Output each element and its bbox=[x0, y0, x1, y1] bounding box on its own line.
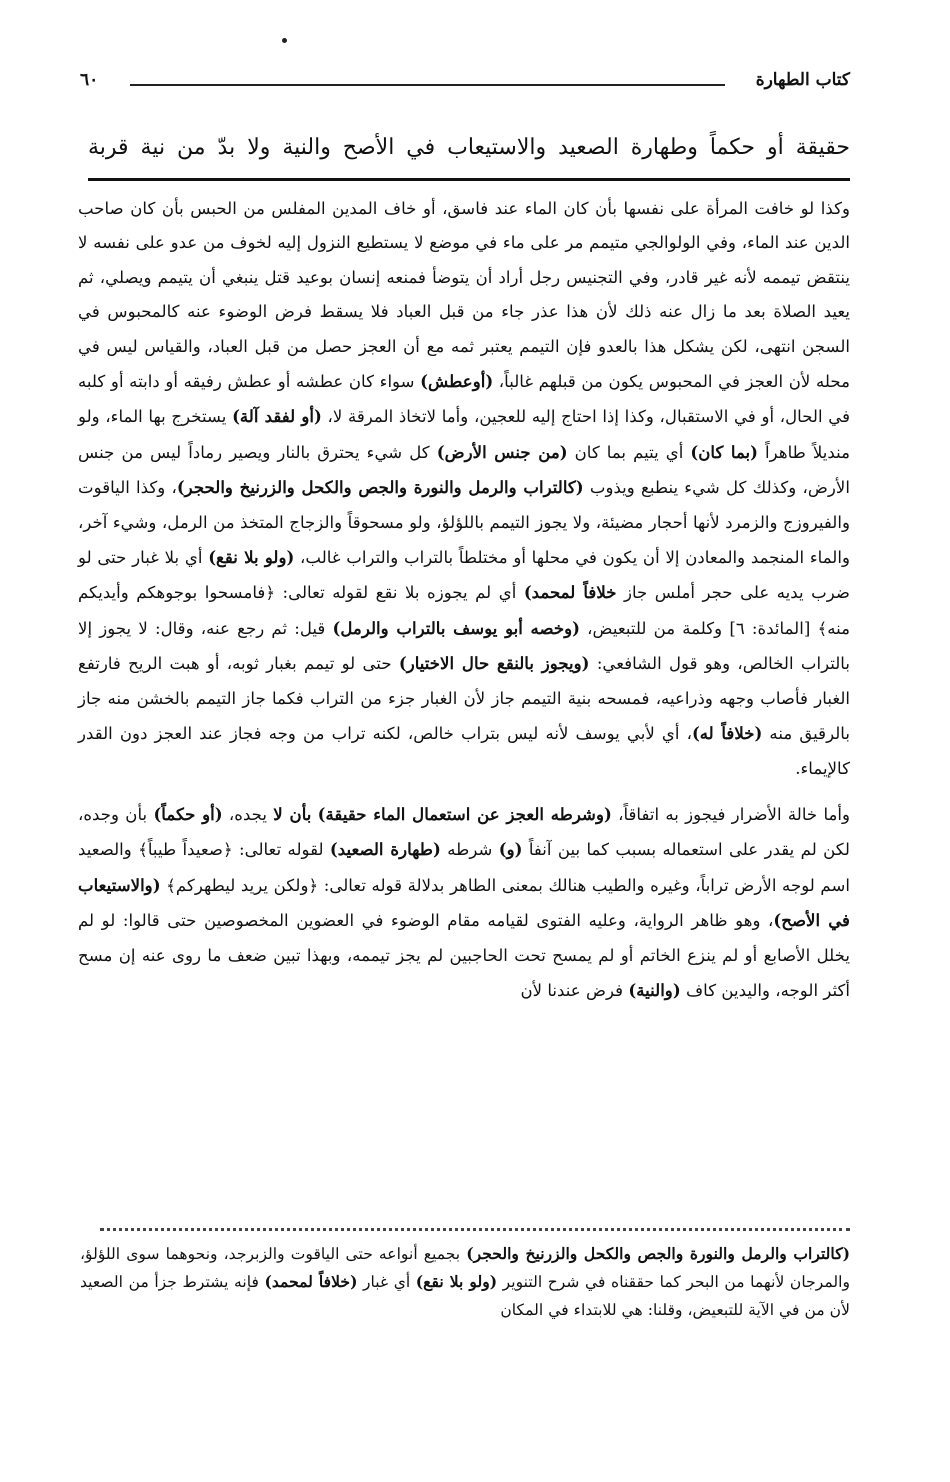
bold-phrase: (من جنس الأرض) bbox=[436, 441, 568, 462]
text-run: وكذا لو خافت المرأة على نفسها بأن كان الماء عند فاسق، أو خاف المدين المفلس من الحبس بأن كان صاحب الدين عند الماء، وفي الولوالجي متيمم مر على ماء في موضع لا يستطيع النزول إليه لخوف من عدو على نفسه لا ينتقض تيممه لأنه غير قادر، وفي التجنيس رجل أراد أن يتوضأ فمنعه إنسان بوعيد قتل ينبغي أن يتيمم ويصلي، ثم يعيد الصلاة بعد ما زال عنه ذلك لأن هذا عذر جاء من قبل العباد فلا يسقط فرض الوضوء عنه كالمحبوس في السجن انتهى، لكن يشكل هذا بالعدو فإن التيمم يعتبر ثمه مع أن العجز حصل من قبل العباد، والقياس ليس في محله لأن العجز في المحبوس يكون من قبلهم غالباً، bbox=[78, 199, 850, 392]
bold-phrase: (أو لفقد آلة) bbox=[232, 406, 322, 427]
bold-phrase: (أوعطش) bbox=[420, 371, 494, 392]
bold-phrase: (طهارة الصعيد) bbox=[329, 839, 441, 860]
bold-phrase: (وخصه أبو يوسف بالتراب والرمل) bbox=[332, 617, 580, 638]
text-run: ، أي لأبي يوسف لأنه ليس بتراب خالص، لكنه تراب من وجه فجاز عند العجز دون القدر كالإيماء. bbox=[78, 724, 850, 778]
matn-text: حقيقة أو حكماً وطهارة الصعيد والاستيعاب في الأصح والنية ولا بدّ من نية قربة bbox=[88, 135, 850, 160]
text-run: أي غبار bbox=[357, 1273, 416, 1291]
commentary-paragraph-1 bbox=[78, 192, 850, 786]
text-run: قيل: ثم رجع عنه، وقال: لا يجوز إلا بالتراب الخالص، وهو قول الشافعي: bbox=[78, 618, 850, 674]
bold-phrase: (والاستيعاب في الأصح) bbox=[78, 874, 850, 931]
bold-phrase: (خلافاً لمحمد) bbox=[264, 1272, 358, 1291]
text-run: كل شيء يحترق بالنار ويصير رماداً ليس من جنس الأرض، وكذلك كل شيء ينطبع ويذوب bbox=[78, 442, 850, 498]
text-run: فإنه يشترط جزأ من الصعيد لأن من في الآية للتبعيض، وقلنا: هي للابتداء في المكان bbox=[80, 1273, 850, 1319]
bold-phrase: خلافاً لمحمد) bbox=[523, 582, 617, 603]
commentary-paragraph-2 bbox=[78, 797, 850, 1008]
text-run: شرطه bbox=[440, 840, 499, 860]
matn-separator bbox=[88, 178, 850, 181]
text-run: يجده، bbox=[222, 804, 274, 824]
page-number: ٦٠ bbox=[80, 70, 99, 90]
text-run: بأن وجده، لكن لم يقدر على استعماله بسبب كما بين آنفاً bbox=[78, 804, 850, 860]
text-run: أي بلا غبار حتى لو ضرب يديه على حجر أملس جاز bbox=[78, 548, 850, 603]
book-title: كتاب الطهارة bbox=[755, 70, 850, 90]
text-run: وأما خالة الأضرار فيجوز به اتفاقاً، bbox=[611, 804, 851, 824]
text-run: يستخرج بها الماء، ولو منديلاً طاهراً bbox=[78, 407, 850, 462]
text-run: لقوله تعالى: ﴿صعيداً طيباً﴾ والصعيد اسم لوجه الأرض تراباً، وغيره والطيب هنالك بمعنى الطاهر بدلالة قوله تعالى: ﴿ولكن يريد ليطهركم﴾ bbox=[78, 840, 850, 895]
text-run: فرض عندنا لأن bbox=[520, 980, 629, 1000]
header-rule bbox=[130, 84, 725, 86]
bold-phrase: (كالتراب والرمل والنورة والجص والكحل والزرنيخ والحجر) bbox=[176, 477, 584, 498]
bold-phrase: (خلافاً له) bbox=[691, 723, 763, 744]
text-run: ، وكذا الياقوت والفيروزج والزمرد لأنها أحجار مضيئة، ولا يجوز التيمم باللؤلؤ، ولو مسحوقاً والزجاج المتخذ من الرمل، وشيء آخر، والماء المنجمد والمعادن إلا أن يكون في محلها أو مختلطاً بالتراب والتراب غالب، bbox=[78, 478, 850, 568]
bold-phrase: (أو حكماً) bbox=[153, 803, 223, 824]
text-run: بجميع أنواعه حتى الياقوت والزبرجد، ونحوهما سوى اللؤلؤ، والمرجان لأنهما من البحر كما حققناه في شرح التنوير bbox=[80, 1245, 850, 1291]
ink-dot bbox=[282, 38, 287, 43]
bold-phrase: (ولو بلا نقع) bbox=[208, 547, 295, 568]
running-head bbox=[80, 70, 850, 100]
bold-phrase: (ولو بلا نقع) bbox=[415, 1272, 498, 1291]
footnote bbox=[80, 1240, 850, 1324]
bold-phrase: (بما كان) bbox=[690, 441, 759, 462]
text-run: أي لم يجوزه بلا نقع لقوله تعالى: ﴿فامسحوا بوجوهكم وأيديكم منه﴾ [المائدة: ٦] وكلمة من للتبعيض، bbox=[78, 583, 850, 638]
bold-phrase: (ويجوز بالنقع حال الاختيار) bbox=[398, 653, 590, 674]
text-run: حتى لو تيمم بغبار ثوبه، أو هبت الريح فارتفع الغبار فأصاب وجهه وذراعيه، فمسحه بنية التيمم جاز لأن الغبار جزء من التراب فكما جاز التيمم بالخشن منه جاز بالرقيق منه bbox=[78, 654, 850, 744]
bold-phrase: (و) bbox=[498, 839, 523, 860]
text-run: سواء كان عطشه أو عطش رفيقه أو دابته أو كلبه في الحال، أو في الاستقبال، وكذا إذا احتاج إليه للعجين، وأما لاتخاذ المرقة لا، bbox=[78, 372, 851, 427]
bold-phrase: بأن لا bbox=[273, 803, 312, 824]
footnote-separator bbox=[100, 1228, 850, 1231]
text-run: ، وهو ظاهر الرواية، وعليه الفتوى لقيامه مقام الوضوء في العضوين المخصوصين حتى قالوا: لو لم يخلل الأصابع أو لم ينزع الخاتم أو لم يمسح تحت الحاجبين لم يجز تيممه، وبهذا تبين ضعف ما روى عنه إن مسح أكثر الوجه، واليدين كاف bbox=[78, 911, 850, 1000]
text-run: أي يتيم بما كان bbox=[567, 442, 691, 462]
bold-phrase: (وشرطه العجز عن استعمال الماء حقيقة) bbox=[317, 803, 612, 824]
bold-phrase: (كالتراب والرمل والنورة والجص والكحل والزرنيخ والحجر) bbox=[466, 1244, 850, 1263]
bold-phrase: (والنية) bbox=[628, 979, 681, 1000]
footnote-paragraph bbox=[80, 1240, 850, 1324]
commentary bbox=[78, 192, 850, 1008]
